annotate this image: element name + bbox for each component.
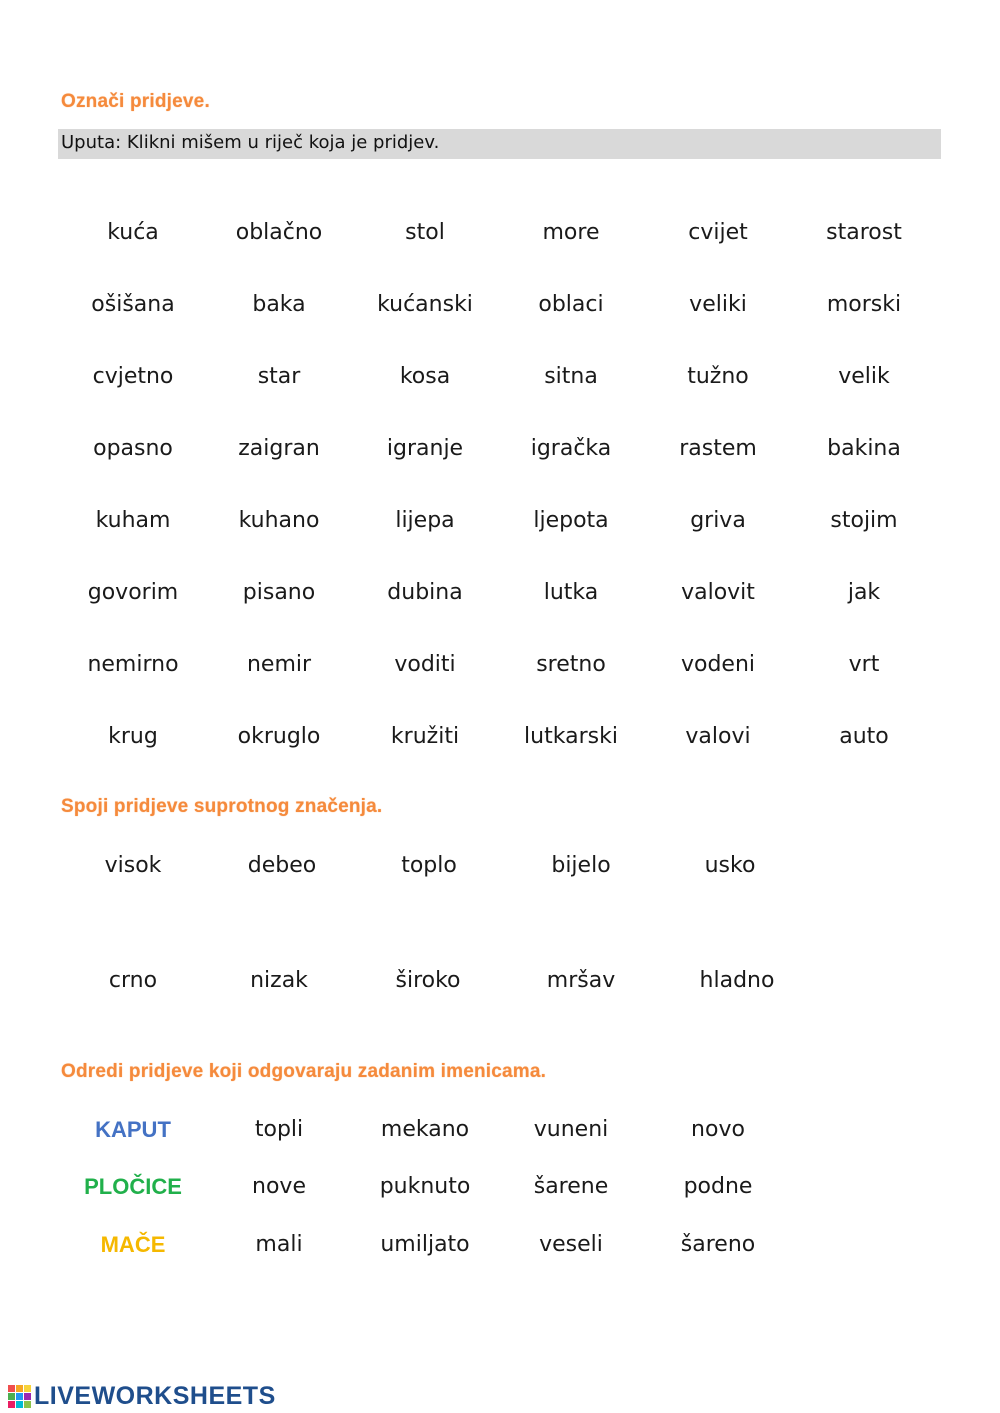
liveworksheets-logo-icon [8,1385,31,1408]
adjective-choice-word[interactable]: zaigran [238,436,320,461]
adjective-choice-word[interactable]: sitna [544,364,598,389]
noun-adjective-option[interactable]: šareno [680,1232,756,1257]
match-word-top[interactable]: visok [104,853,162,878]
section1-title: Označi pridjeve. [61,91,210,112]
noun-adjective-option[interactable]: mekano [380,1117,470,1142]
adjective-choice-word[interactable]: sretno [536,652,606,677]
adjective-choice-word[interactable]: ljepota [533,508,609,533]
adjective-choice-word[interactable]: valovi [685,724,751,749]
adjective-choice-word[interactable]: lijepa [395,508,455,533]
noun-adjective-option[interactable]: podne [683,1174,753,1199]
adjective-choice-word[interactable]: starost [826,220,902,245]
adjective-choice-word[interactable]: valovit [681,580,755,605]
noun-adjective-option[interactable]: mali [255,1232,303,1257]
adjective-choice-word[interactable]: nemirno [87,652,179,677]
adjective-choice-word[interactable]: oblačno [235,220,323,245]
adjective-choice-word[interactable]: opasno [93,436,173,461]
adjective-choice-word[interactable]: vodeni [680,652,756,677]
noun-adjective-option[interactable]: novo [691,1117,745,1142]
adjective-choice-word[interactable]: lutka [543,580,599,605]
match-word-bottom[interactable]: hladno [699,968,775,993]
adjective-choice-word[interactable]: stojim [830,508,898,533]
adjective-choice-word[interactable]: lutkarski [524,724,618,749]
adjective-choice-word[interactable]: auto [839,724,889,749]
adjective-choice-word[interactable]: griva [690,508,746,533]
adjective-choice-word[interactable]: jak [847,580,881,605]
adjective-choice-word[interactable]: igračka [530,436,612,461]
noun-adjective-option[interactable]: topli [254,1117,304,1142]
adjective-choice-word[interactable]: tužno [687,364,749,389]
adjective-choice-word[interactable]: kosa [399,364,451,389]
noun-adjective-option[interactable]: veseli [539,1232,603,1257]
adjective-choice-word[interactable]: velik [838,364,890,389]
match-word-bottom[interactable]: crno [108,968,158,993]
brand-name: LIVEWORKSHEETS [34,1381,276,1410]
adjective-choice-word[interactable]: krug [108,724,158,749]
adjective-choice-word[interactable]: bakina [827,436,901,461]
adjective-choice-word[interactable]: morski [826,292,902,317]
adjective-choice-word[interactable]: ošišana [91,292,175,317]
noun-label: PLOČICE [84,1174,182,1199]
adjective-choice-word[interactable]: vrt [848,652,880,677]
adjective-choice-word[interactable]: nemir [246,652,312,677]
match-word-top[interactable]: usko [704,853,756,878]
match-word-top[interactable]: debeo [247,853,317,878]
noun-label: MAČE [100,1232,166,1257]
match-word-top[interactable]: bijelo [551,853,611,878]
adjective-choice-word[interactable]: pisano [242,580,316,605]
adjective-choice-word[interactable]: star [257,364,301,389]
adjective-choice-word[interactable]: govorim [87,580,179,605]
adjective-choice-word[interactable]: baka [252,292,306,317]
noun-adjective-option[interactable]: umiljato [380,1232,470,1257]
adjective-choice-word[interactable]: voditi [394,652,456,677]
adjective-choice-word[interactable]: kuća [107,220,159,245]
adjective-choice-word[interactable]: cvijet [688,220,748,245]
instruction-bar: Uputa: Klikni mišem u riječ koja je pridjev. [58,129,941,159]
adjective-choice-word[interactable]: okruglo [237,724,321,749]
adjective-choice-word[interactable]: kružiti [390,724,460,749]
adjective-choice-word[interactable]: kuham [95,508,171,533]
adjective-choice-word[interactable]: oblaci [538,292,604,317]
match-word-bottom[interactable]: nizak [250,968,308,993]
noun-adjective-option[interactable]: šarene [533,1174,609,1199]
adjective-choice-word[interactable]: kućanski [377,292,473,317]
match-word-bottom[interactable]: mršav [546,968,616,993]
section2-title: Spoji pridjeve suprotnog značenja. [61,796,383,817]
adjective-choice-word[interactable]: more [542,220,600,245]
match-word-top[interactable]: toplo [401,853,457,878]
adjective-choice-word[interactable]: stol [405,220,445,245]
noun-adjective-option[interactable]: nove [252,1174,306,1199]
footer-logo [8,1382,276,1410]
adjective-choice-word[interactable]: cvjetno [92,364,174,389]
adjective-choice-word[interactable]: veliki [689,292,747,317]
noun-adjective-option[interactable]: puknuto [379,1174,471,1199]
adjective-choice-word[interactable]: dubina [387,580,463,605]
match-word-bottom[interactable]: široko [395,968,461,993]
adjective-choice-word[interactable]: rastem [679,436,757,461]
adjective-choice-word[interactable]: igranje [386,436,464,461]
adjective-choice-word[interactable]: kuhano [238,508,320,533]
section3-title: Odredi pridjeve koji odgovaraju zadanim imenicama. [61,1061,547,1082]
noun-label: KAPUT [95,1117,171,1142]
noun-adjective-option[interactable]: vuneni [533,1117,609,1142]
